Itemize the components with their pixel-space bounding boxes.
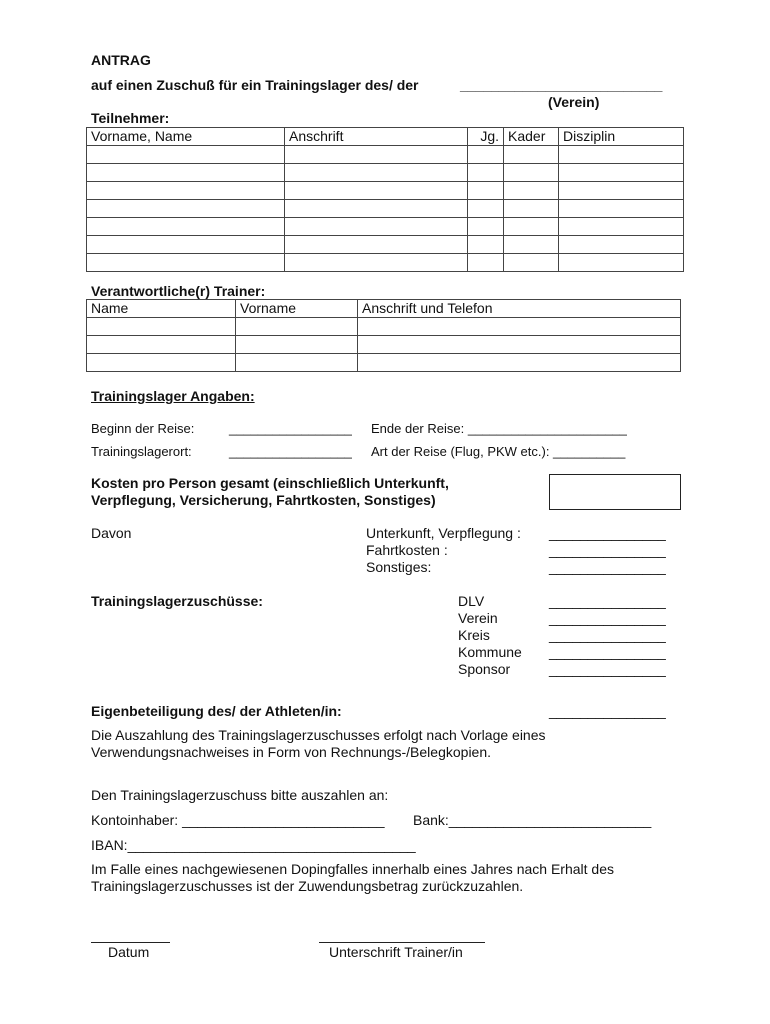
sonstiges-field[interactable]: _______________ [549, 559, 666, 575]
col-disziplin: Disziplin [559, 128, 684, 146]
unterkunft-label: Unterkunft, Verpflegung : [366, 525, 521, 541]
davon-label: Davon [91, 525, 132, 541]
table-row[interactable] [87, 336, 681, 354]
zuschuss-sponsor-field[interactable]: _______________ [549, 661, 666, 677]
bank-field[interactable]: Bank:__________________________ [413, 812, 652, 828]
unterkunft-field[interactable]: _______________ [549, 525, 666, 541]
datum-signature-line[interactable] [91, 942, 170, 943]
angaben-heading: Trainingslager Angaben: [91, 388, 255, 404]
beginn-label: Beginn der Reise: [91, 421, 195, 436]
table-row[interactable] [87, 182, 684, 200]
col-kader: Kader [504, 128, 559, 146]
zuschuss-sponsor-label: Sponsor [458, 661, 511, 677]
trainer-header-row [87, 300, 681, 318]
eigen-text-1: Die Auszahlung des Trainingslagerzuschusses erfolgt nach Vorlage eines [91, 727, 546, 743]
ort-label: Trainingslagerort: [91, 444, 192, 459]
col-name: Name [87, 300, 236, 318]
datum-label: Datum [108, 944, 150, 960]
document-title: ANTRAG [91, 52, 151, 68]
iban-field[interactable]: IBAN:_____________________________________ [91, 837, 416, 853]
kosten-total-box[interactable] [549, 474, 681, 510]
col-vorname-name: Vorname, Name [87, 128, 285, 146]
zuschuss-kommune-field[interactable]: _______________ [549, 644, 666, 660]
document-subtitle: auf einen Zuschuß für ein Trainingslager des/ der [91, 77, 419, 93]
table-row[interactable] [87, 164, 684, 182]
table-row[interactable] [87, 354, 681, 372]
table-row[interactable] [87, 218, 684, 236]
zuschuss-dlv-field[interactable]: _______________ [549, 593, 666, 609]
table-row[interactable] [87, 318, 681, 336]
teilnehmer-header-row [87, 128, 684, 146]
eigen-text-2: Verwendungsnachweises in Form von Rechnungs-/Belegkopien. [91, 744, 492, 760]
col-anschrift: Anschrift [285, 128, 468, 146]
verein-blank[interactable]: __________________________ [460, 77, 663, 93]
kosten-heading-1: Kosten pro Person gesamt (einschließlich Unterkunft, [91, 475, 449, 491]
ort-field[interactable]: _________________ [229, 444, 352, 459]
art-field[interactable]: Art der Reise (Flug, PKW etc.): __________ [371, 444, 626, 459]
teilnehmer-table [86, 127, 684, 272]
doping-text-1: Im Falle eines nachgewiesenen Dopingfalles innerhalb eines Jahres nach Erhalt des [91, 861, 614, 877]
sonstiges-label: Sonstiges: [366, 559, 432, 575]
zuschuss-verein-label: Verein [458, 610, 498, 626]
teilnehmer-heading: Teilnehmer: [91, 110, 170, 126]
kosten-heading-2: Verpflegung, Versicherung, Fahrtkosten, Sonstiges) [91, 492, 436, 508]
kontoinhaber-field[interactable]: Kontoinhaber: __________________________ [91, 812, 385, 828]
auszahlung-intro: Den Trainingslagerzuschuss bitte auszahlen an: [91, 787, 389, 803]
verein-label: (Verein) [548, 94, 600, 110]
zuschuss-kreis-label: Kreis [458, 627, 490, 643]
col-anschrift-telefon: Anschrift und Telefon [358, 300, 681, 318]
zuschuss-dlv-label: DLV [458, 593, 485, 609]
zuschuss-verein-field[interactable]: _______________ [549, 610, 666, 626]
zuschuesse-heading: Trainingslagerzuschüsse: [91, 593, 263, 609]
unterschrift-label: Unterschrift Trainer/in [329, 944, 463, 960]
eigen-heading: Eigenbeteiligung des/ der Athleten/in: [91, 703, 342, 719]
zuschuss-kreis-field[interactable]: _______________ [549, 627, 666, 643]
fahrtkosten-field[interactable]: _______________ [549, 542, 666, 558]
table-row[interactable] [87, 146, 684, 164]
beginn-field[interactable]: _________________ [229, 421, 352, 436]
trainer-table [86, 299, 681, 372]
table-row[interactable] [87, 254, 684, 272]
trainer-signature-line[interactable] [319, 942, 485, 943]
col-vorname: Vorname [236, 300, 358, 318]
zuschuss-kommune-label: Kommune [458, 644, 522, 660]
doping-text-2: Trainingslagerzuschusses ist der Zuwendungsbetrag zurückzuzahlen. [91, 878, 524, 894]
eigen-field[interactable]: _______________ [549, 703, 666, 719]
fahrtkosten-label: Fahrtkosten : [366, 542, 448, 558]
col-jg: Jg. [468, 128, 504, 146]
trainer-heading: Verantwortliche(r) Trainer: [91, 283, 266, 299]
table-row[interactable] [87, 236, 684, 254]
table-row[interactable] [87, 200, 684, 218]
ende-field[interactable]: Ende der Reise: ______________________ [371, 421, 627, 436]
